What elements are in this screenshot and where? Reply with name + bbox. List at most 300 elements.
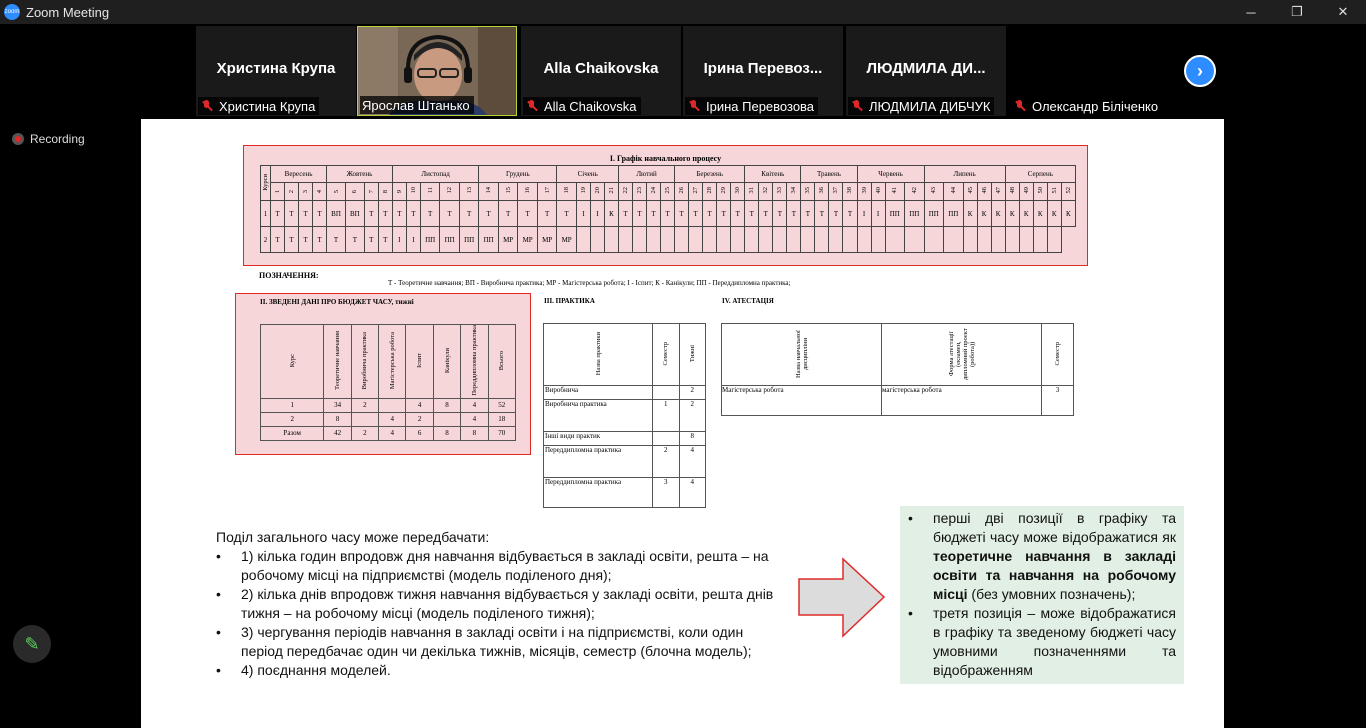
next-page-button[interactable] — [1184, 55, 1216, 87]
schedule-cell: ПП — [459, 227, 479, 253]
week-number: 20 — [590, 183, 604, 201]
window-controls — [1228, 0, 1366, 24]
pencil-icon: ✎ — [24, 633, 40, 654]
schedule-cell: Т — [773, 201, 787, 227]
participant-tile[interactable] — [1009, 26, 1169, 116]
participant-tile[interactable] — [196, 26, 356, 116]
schedule-cell: Т — [759, 201, 773, 227]
schedule-cell: Т — [843, 201, 857, 227]
budget-cell — [433, 412, 460, 426]
participant-label-text: Христина Крупа — [219, 98, 316, 114]
explanation-intro: Поділ загального часу може передбачати: — [216, 529, 490, 545]
budget-cell: 2 — [261, 412, 324, 426]
month-header: Січень — [557, 166, 619, 183]
schedule-cell: Т — [345, 227, 364, 253]
week-number: 43 — [924, 183, 944, 201]
schedule-cell: Т — [378, 227, 392, 253]
maximize-button[interactable]: ❐ — [1291, 4, 1303, 19]
participant-name: Ірина Перевоз... — [703, 60, 823, 77]
explanation-item: • 3) чергування періодів навчання в закладі освіти і на підприємстві, коли один період передбачає один чи декілька тижнів, місяців, семестр (блочна модель); — [216, 623, 781, 661]
schedule-cell — [576, 227, 590, 253]
schedule-cell: Т — [537, 201, 557, 227]
week-number: 3 — [299, 183, 313, 201]
week-number: 42 — [905, 183, 925, 201]
schedule-cell: І — [857, 201, 871, 227]
week-number: 52 — [1061, 183, 1075, 201]
practice-header — [544, 324, 653, 386]
schedule-cell: Т — [498, 201, 518, 227]
schedule-cell: Т — [815, 201, 829, 227]
schedule-cell: ПП — [885, 201, 905, 227]
budget-cell: 52 — [488, 398, 515, 412]
schedule-cell: ПП — [479, 227, 499, 253]
schedule-cell — [905, 227, 925, 253]
budget-header-text: Теоретичне навчання — [334, 330, 342, 390]
schedule-cell: ВП — [327, 201, 346, 227]
budget-table — [260, 324, 516, 441]
attestation-header — [722, 324, 882, 386]
schedule-cell: Т — [440, 201, 460, 227]
recording-label: Recording — [30, 132, 85, 146]
mic-muted-icon — [525, 99, 539, 113]
budget-cell: 1 — [261, 398, 324, 412]
mic-muted-icon — [850, 99, 864, 113]
week-number: 9 — [392, 183, 406, 201]
week-number: 47 — [991, 183, 1005, 201]
schedule-cell: МР — [498, 227, 518, 253]
schedule-cell — [924, 227, 944, 253]
week-number: 27 — [689, 183, 703, 201]
budget-header — [488, 325, 515, 399]
explanation-text — [216, 528, 781, 680]
budget-cell: 18 — [488, 412, 515, 426]
schedule-cell: І — [406, 227, 420, 253]
mic-muted-icon — [200, 99, 214, 113]
budget-header-text: Виробнича практика — [361, 331, 369, 389]
schedule-cell — [944, 227, 964, 253]
attestation-header — [1042, 324, 1074, 386]
schedule-cell — [787, 227, 801, 253]
week-number: 38 — [843, 183, 857, 201]
zoom-logo-icon: zoom — [4, 4, 20, 20]
schedule-cell: Т — [787, 201, 801, 227]
kursy-header: Курси — [262, 173, 269, 191]
legend-text: Т - Теоретичне навчання; ВП - Виробнича практика; МР - Магістерська робота; І - Іспит; К - Канікули; ПП - Переддипломна практика; — [388, 279, 791, 287]
week-number: 41 — [885, 183, 905, 201]
schedule-cell: Т — [689, 201, 703, 227]
budget-header — [261, 325, 324, 399]
budget-header — [324, 325, 351, 399]
week-number: 1 — [271, 183, 285, 201]
schedule-cell: К — [604, 201, 618, 227]
shared-screen-slide — [141, 119, 1224, 728]
schedule-cell: К — [1033, 201, 1047, 227]
schedule-cell — [977, 227, 991, 253]
week-number: 17 — [537, 183, 557, 201]
participant-tile[interactable] — [521, 26, 681, 116]
schedule-cell — [590, 227, 604, 253]
attestation-cell: 3 — [1042, 386, 1074, 416]
practice-cell: Виробнича — [544, 386, 653, 400]
week-number: 36 — [815, 183, 829, 201]
week-number: 7 — [364, 183, 378, 201]
schedule-cell: Т — [618, 201, 632, 227]
schedule-cell — [801, 227, 815, 253]
close-button[interactable]: ✕ — [1337, 4, 1349, 19]
schedule-cell — [604, 227, 618, 253]
attestation-table — [721, 323, 1074, 416]
budget-header-text: Канікули — [443, 347, 451, 373]
week-number: 2 — [285, 183, 299, 201]
schedule-cell: Т — [745, 201, 759, 227]
budget-cell — [379, 398, 406, 412]
week-number: 11 — [420, 183, 440, 201]
minimize-button[interactable]: ─ — [1246, 4, 1256, 20]
schedule-cell — [1033, 227, 1047, 253]
participant-gallery — [0, 24, 1366, 118]
month-header: Липень — [924, 166, 1005, 183]
schedule-cell: Т — [299, 201, 313, 227]
schedule-cell: ПП — [905, 201, 925, 227]
participant-label — [848, 97, 994, 115]
summary-item: • третя позиція – може відображатися в графіку та зведеному бюджеті часу умовними позначеннями та відображенням — [908, 604, 1176, 680]
practice-cell: Інші види практик — [544, 432, 653, 446]
week-number: 10 — [406, 183, 420, 201]
participant-name: ЛЮДМИЛА ДИ... — [866, 60, 986, 77]
schedule-cell: І — [576, 201, 590, 227]
schedule-cell: ВП — [345, 201, 364, 227]
week-number: 31 — [745, 183, 759, 201]
explanation-item: • 2) кілька днів впродовж тижня навчання відбувається у закладі освіти, решта днів тижня – на робочому місці (модель поділеного тижня); — [216, 585, 781, 623]
week-number: 12 — [440, 183, 460, 201]
practice-header-text: Семестр — [662, 341, 670, 366]
budget-cell: 4 — [461, 398, 488, 412]
week-number: 13 — [459, 183, 479, 201]
right-arrow-icon — [797, 557, 887, 639]
week-number: 16 — [518, 183, 538, 201]
budget-cell: 4 — [379, 412, 406, 426]
week-number: 26 — [675, 183, 689, 201]
practice-cell: 8 — [679, 432, 706, 446]
schedule-cell — [647, 227, 661, 253]
schedule-cell — [1047, 227, 1061, 253]
participant-label-text: Alla Chaikovska — [544, 98, 637, 114]
schedule-cell: К — [963, 201, 977, 227]
week-number: 51 — [1047, 183, 1061, 201]
explanation-item: • 4) поєднання моделей. — [216, 661, 781, 680]
week-number: 44 — [944, 183, 964, 201]
month-header: Серпень — [1005, 166, 1075, 183]
practice-cell: 2 — [653, 446, 679, 478]
month-header: Грудень — [479, 166, 557, 183]
schedule-cell: Т — [392, 201, 406, 227]
summary-item — [908, 509, 1176, 604]
participant-label-text: ЛЮДМИЛА ДИБЧУК — [869, 98, 991, 114]
participant-label — [198, 97, 319, 115]
practice-cell: Виробнича практика — [544, 400, 653, 432]
practice-cell: 4 — [679, 478, 706, 508]
schedule-cell: Т — [327, 227, 346, 253]
schedule-cell: Т — [313, 227, 327, 253]
budget-header-text: Курс — [288, 353, 296, 367]
week-number: 34 — [787, 183, 801, 201]
budget-cell: 4 — [406, 398, 433, 412]
schedule-cell — [871, 227, 885, 253]
budget-cell: 34 — [324, 398, 351, 412]
summary-box — [900, 506, 1184, 684]
participant-label-text: Ярослав Штанько — [362, 97, 470, 113]
schedule-cell: І — [590, 201, 604, 227]
annotate-button[interactable] — [13, 625, 51, 663]
practice-cell: Переддипломна практика — [544, 478, 653, 508]
budget-cell: 6 — [406, 426, 433, 440]
participant-tile-active-video[interactable] — [357, 26, 517, 116]
mic-muted-icon — [1013, 99, 1027, 113]
month-header: Травень — [801, 166, 857, 183]
schedule-cell: Т — [661, 201, 675, 227]
schedule-cell — [703, 227, 717, 253]
practice-cell: Переддипломна практика — [544, 446, 653, 478]
week-number: 24 — [647, 183, 661, 201]
schedule-cell — [745, 227, 759, 253]
schedule-cell: І — [871, 201, 885, 227]
budget-cell: 8 — [433, 398, 460, 412]
participant-label-text: Олександр Біліченко — [1032, 98, 1159, 114]
week-number: 32 — [759, 183, 773, 201]
budget-header — [461, 325, 488, 399]
schedule-cell: Т — [479, 201, 499, 227]
budget-section — [235, 293, 531, 455]
schedule-cell — [717, 227, 731, 253]
summary-item-bold: теоретичне навчання в закладі освіти та навчання на робочому місці — [933, 548, 1176, 602]
attestation-cell: магістерська робота — [882, 386, 1042, 416]
budget-cell: 8 — [433, 426, 460, 440]
week-number: 25 — [661, 183, 675, 201]
mic-muted-icon — [687, 99, 701, 113]
week-number: 39 — [857, 183, 871, 201]
schedule-cell: Т — [829, 201, 843, 227]
schedule-cell: І — [392, 227, 406, 253]
attestation-title: IV. АТЕСТАЦІЯ — [722, 297, 774, 305]
schedule-table — [260, 165, 1076, 253]
month-header: Квітень — [745, 166, 801, 183]
participant-label-text: Ірина Перевозова — [706, 98, 815, 114]
attestation-header — [882, 324, 1042, 386]
week-number: 18 — [557, 183, 577, 201]
practice-title: ІІІ. ПРАКТИКА — [544, 297, 595, 305]
schedule-cell: МР — [518, 227, 538, 253]
week-number: 46 — [977, 183, 991, 201]
schedule-title: І. Графік навчального процесу — [609, 154, 722, 163]
week-number: 33 — [773, 183, 787, 201]
record-icon — [12, 133, 24, 145]
budget-header — [433, 325, 460, 399]
attestation-header-text: Назва навчальної дисципліни — [794, 329, 809, 378]
budget-cell: 70 — [488, 426, 515, 440]
schedule-cell: Т — [420, 201, 440, 227]
attestation-header-text: Семестр — [1054, 341, 1061, 366]
budget-header — [379, 325, 406, 399]
practice-header — [679, 324, 706, 386]
schedule-cell: ПП — [924, 201, 944, 227]
schedule-cell — [815, 227, 829, 253]
practice-cell: 1 — [653, 400, 679, 432]
month-header: Жовтень — [327, 166, 393, 183]
practice-cell: 4 — [679, 446, 706, 478]
practice-table — [543, 323, 706, 508]
budget-header-text: Магістерська робота — [388, 331, 396, 389]
practice-header-text: Назва практики — [594, 331, 602, 376]
schedule-section — [243, 145, 1088, 266]
practice-header-text: Тижні — [688, 344, 696, 363]
budget-cell: 2 — [351, 398, 378, 412]
schedule-cell: Т — [518, 201, 538, 227]
budget-cell: 2 — [351, 426, 378, 440]
schedule-cell: Т — [271, 201, 285, 227]
schedule-cell: Т — [313, 201, 327, 227]
month-header: Листопад — [392, 166, 479, 183]
schedule-cell: К — [991, 201, 1005, 227]
schedule-cell — [689, 227, 703, 253]
schedule-cell: К — [1019, 201, 1033, 227]
budget-cell: 42 — [324, 426, 351, 440]
week-number: 5 — [327, 183, 346, 201]
participant-name: Alla Chaikovska — [543, 60, 659, 77]
schedule-cell: ПП — [944, 201, 964, 227]
week-number: 40 — [871, 183, 885, 201]
practice-cell — [653, 386, 679, 400]
practice-cell: 2 — [679, 386, 706, 400]
budget-cell: 8 — [324, 412, 351, 426]
schedule-cell: Т — [406, 201, 420, 227]
month-header: Червень — [857, 166, 924, 183]
schedule-cell: К — [977, 201, 991, 227]
schedule-cell: Т — [731, 201, 745, 227]
week-number: 37 — [829, 183, 843, 201]
schedule-cell: К — [1005, 201, 1019, 227]
participant-label — [685, 97, 818, 115]
schedule-cell — [991, 227, 1005, 253]
schedule-cell: Т — [364, 201, 378, 227]
month-header: Лютий — [618, 166, 674, 183]
week-number: 22 — [618, 183, 632, 201]
summary-item-text: (без умовних позначень); — [967, 586, 1136, 602]
schedule-cell — [759, 227, 773, 253]
chevron-right-icon: › — [1197, 60, 1203, 81]
week-number: 23 — [633, 183, 647, 201]
title-bar — [0, 0, 1366, 24]
month-header: Березень — [675, 166, 745, 183]
schedule-cell — [731, 227, 745, 253]
week-number: 35 — [801, 183, 815, 201]
schedule-cell: Т — [717, 201, 731, 227]
explanation-item: • 1) кілька годин впродовж дня навчання відбувається в закладі освіти, решта – на робочому місці на підприємстві (модель поділеного дня); — [216, 547, 781, 585]
schedule-cell: Т — [378, 201, 392, 227]
recording-indicator[interactable] — [12, 132, 85, 146]
participant-tile[interactable] — [846, 26, 1006, 116]
practice-cell: 3 — [653, 478, 679, 508]
week-number: 29 — [717, 183, 731, 201]
schedule-cell: Т — [299, 227, 313, 253]
week-number: 45 — [963, 183, 977, 201]
week-number: 49 — [1019, 183, 1033, 201]
schedule-cell — [829, 227, 843, 253]
schedule-cell — [1005, 227, 1019, 253]
schedule-cell: Т — [633, 201, 647, 227]
budget-title: ІІ. ЗВЕДЕНІ ДАНІ ПРО БЮДЖЕТ ЧАСУ, тижні — [260, 298, 414, 306]
week-number: 48 — [1005, 183, 1019, 201]
schedule-cell: Т — [801, 201, 815, 227]
schedule-cell: Т — [285, 227, 299, 253]
schedule-cell: Т — [271, 227, 285, 253]
schedule-cell — [633, 227, 647, 253]
week-number: 28 — [703, 183, 717, 201]
schedule-cell — [843, 227, 857, 253]
schedule-cell: Т — [364, 227, 378, 253]
budget-cell: 4 — [461, 412, 488, 426]
schedule-cell — [618, 227, 632, 253]
schedule-cell: Т — [285, 201, 299, 227]
budget-header — [351, 325, 378, 399]
attestation-cell: Магістерська робота — [722, 386, 882, 416]
schedule-cell: МР — [537, 227, 557, 253]
attestation-header-text: Форма атестації (екзамен, дипломний проект (робота)) — [947, 327, 976, 380]
budget-cell: Разом — [261, 426, 324, 440]
schedule-cell: Т — [557, 201, 577, 227]
practice-header — [653, 324, 679, 386]
participant-tile[interactable] — [683, 26, 843, 116]
budget-cell — [351, 412, 378, 426]
month-header: Вересень — [271, 166, 327, 183]
week-number: 15 — [498, 183, 518, 201]
budget-cell: 8 — [461, 426, 488, 440]
week-number: 50 — [1033, 183, 1047, 201]
schedule-cell: 1 — [261, 201, 271, 227]
schedule-cell: К — [1047, 201, 1061, 227]
week-number: 21 — [604, 183, 618, 201]
week-number: 14 — [479, 183, 499, 201]
participant-label — [360, 96, 474, 114]
participant-label — [1011, 97, 1162, 115]
schedule-cell — [661, 227, 675, 253]
week-number: 30 — [731, 183, 745, 201]
schedule-cell — [857, 227, 871, 253]
schedule-cell — [963, 227, 977, 253]
schedule-cell — [1019, 227, 1033, 253]
practice-cell — [653, 432, 679, 446]
budget-header-text: Іспит — [416, 352, 424, 368]
schedule-cell: ПП — [420, 227, 440, 253]
schedule-cell: Т — [647, 201, 661, 227]
budget-header-text: Всього — [498, 350, 506, 370]
window-title: Zoom Meeting — [26, 4, 110, 20]
schedule-cell: ПП — [440, 227, 460, 253]
schedule-cell — [885, 227, 905, 253]
week-number: 4 — [313, 183, 327, 201]
practice-cell: 2 — [679, 400, 706, 432]
budget-header-text: Переддипломна практика — [470, 325, 478, 396]
week-number: 6 — [345, 183, 364, 201]
schedule-cell — [675, 227, 689, 253]
budget-header — [406, 325, 433, 399]
week-number: 19 — [576, 183, 590, 201]
participant-label — [523, 97, 641, 115]
legend-label: ПОЗНАЧЕННЯ: — [259, 271, 319, 280]
budget-cell: 4 — [379, 426, 406, 440]
schedule-cell — [773, 227, 787, 253]
schedule-cell: Т — [459, 201, 479, 227]
week-number: 8 — [378, 183, 392, 201]
